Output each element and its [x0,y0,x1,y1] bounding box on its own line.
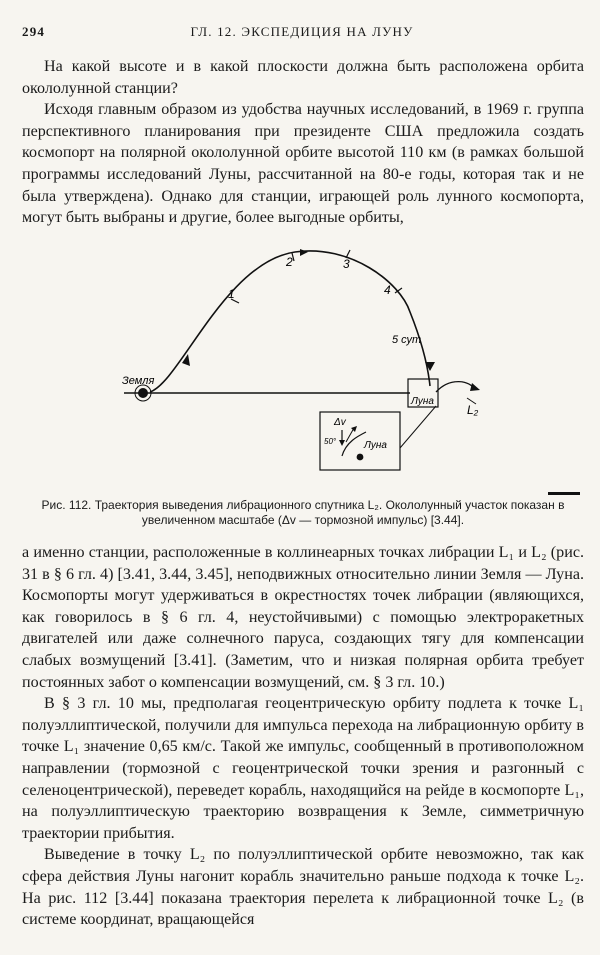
tick-label-1: 1 [228,287,235,301]
angle-label: 50° [324,437,337,446]
trajectory-curve [150,251,430,392]
paragraph: В § 3 гл. 10 мы, предполагая геоцентрическую орбиту подлета к точке L₁ полуэллиптической, получили для импульса перехода на либрационную орбиту в точке L₁ значение 0,65 км/с. Такой же импульс, сообщенный в противоположном направлении (тормозной с геоцентрической точки зрения и разгонный с селеноцентрической), переведет корабль, находящийся на рейде в космопорте L₁, на полуэллиптическую траекторию возвращения к Земле, симметричную траектории прибытия. [22,695,584,842]
delta-v-label: Δv [334,417,346,428]
paragraph: Исходя главным образом из удобства научных исследований, в 1969 г. группа перспективного планирования при президенте США предложила создать космопорт на полярной окололунной орбите высотой 110 км (в рамках большой программы исследований Луны, рассчитанной на 80-е годы, которая так и не была утверждена). Однако для станции, играющей роль лунного космопорта, могут быть выбраны и другие, более выгодные орбиты, [22,101,584,227]
caption-rule [548,492,580,495]
paragraph: На какой высоте и в какой плоскости должна быть расположена орбита окололунной станции? [22,58,584,97]
earth-marker [138,388,148,398]
running-title: ГЛ. 12. ЭКСПЕДИЦИЯ НА ЛУНУ [190,24,414,39]
inset-trajectory [342,432,366,456]
trajectory-figure [110,242,510,472]
figure-caption: Рис. 112. Траектория выведения либрационного спутника L₂. Окололунный участок показан в увеличенном масштабе (Δv — тормозной импульс) [3.44]. [41,498,565,527]
trajectory-arrow [300,249,308,256]
zoom-connector [400,406,436,448]
paragraph: а именно станции, расположенные в коллинеарных точках либрации L₁ и L₂ (рис. 31 в § 6 гл. 4) [3.41, 3.44, 3.45], неподвижных относительно линии Земля — Луна. Космопорты могут удерживаться в окрестностях точек либрации (являющихся, как говорилось в § 6 гл. 4, неустойчивыми) с помощью электроракетных двигателей или даже солнечного паруса, создающих тягу для компенсации слабых возмущений [3.41]. (Заметим, что и низкая полярная орбита требует постоянных забот о компенсации возмущений, см. § 3 гл. 10.) [22,544,584,691]
earth-label: Земля [122,375,155,387]
paragraph: Выведение в точку L₂ по полуэллиптической орбите невозможно, так как сфера действия Луны нагонит корабль значительно раньше подхода к точке L₂. На рис. 112 [3.44] показана траектория перелета к либрационной точке L₂ (в системе координат, вращающейся [22,846,584,929]
tick-label-4: 4 [384,283,391,297]
l2-arc [436,382,475,392]
tick-label-3: 3 [343,257,350,271]
moon-inset-marker [357,454,364,461]
tick-label-2: 2 [286,255,293,269]
moon-inset-label: Луна [364,440,387,451]
delta-v-arrowhead [339,440,345,446]
body-text-bottom [22,542,584,931]
body-text-top [22,56,584,229]
moon-label: Луна [411,396,434,407]
page-header [22,24,582,44]
page-number: 294 [22,24,46,39]
days-label: 5 сут [392,334,422,346]
l2-label: L₂ [467,403,479,417]
l2-arrow [470,383,480,391]
